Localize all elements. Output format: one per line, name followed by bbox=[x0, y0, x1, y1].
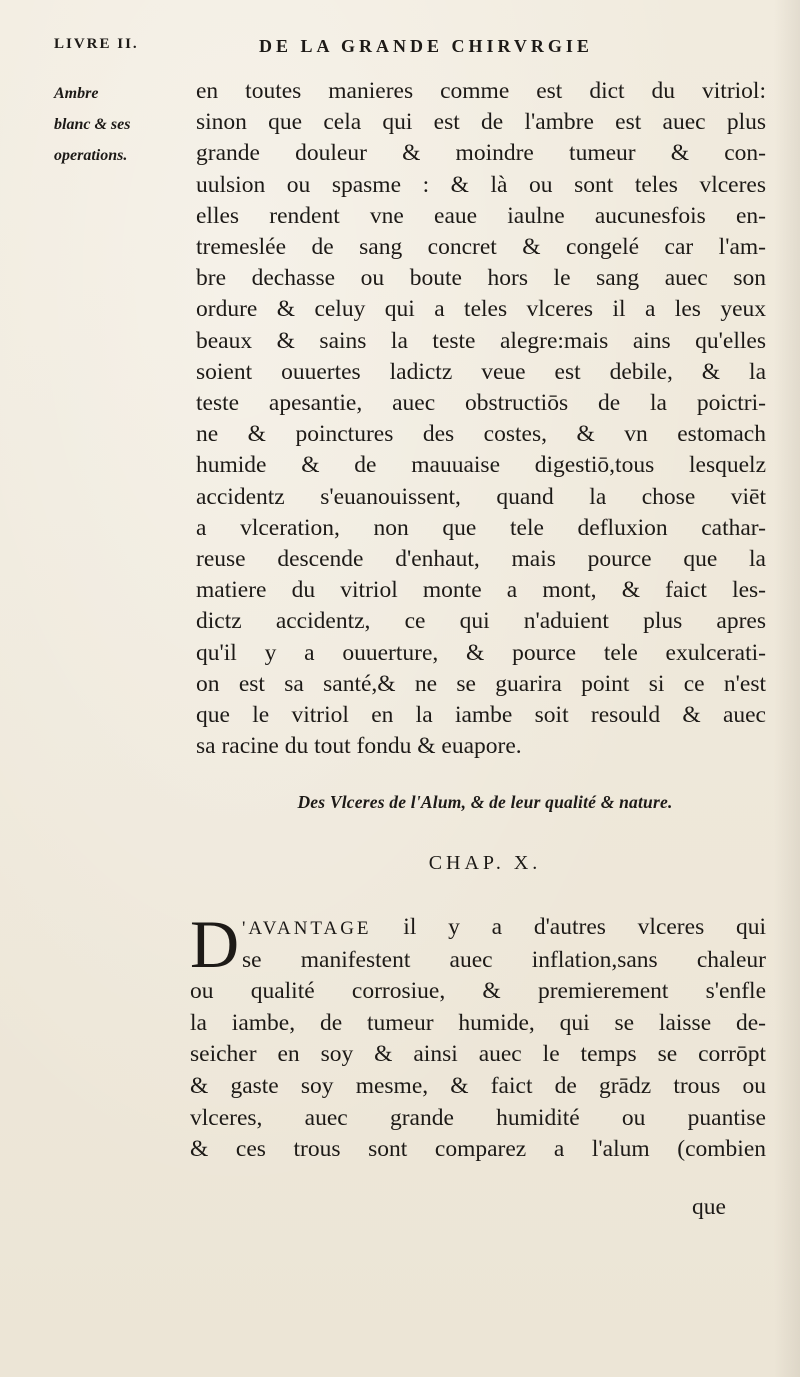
text-line: soient ouuertes ladictz veue est debile, & la bbox=[196, 358, 766, 385]
text-line: matiere du vitriol monte a mont, & faict les- bbox=[196, 577, 766, 604]
text-line: sa racine du tout fondu & euapore. bbox=[196, 733, 522, 760]
text-line: que le vitriol en la iambe soit resould & auec bbox=[196, 702, 766, 729]
margin-note bbox=[54, 78, 184, 171]
text-line: la iambe, de tumeur humide, qui se laisse de- bbox=[190, 1009, 766, 1036]
running-head-book-number: LIVRE II. bbox=[54, 36, 139, 52]
text-line: elles rendent vne eaue iaulne aucunesfois en- bbox=[196, 202, 766, 229]
text-line: a vlceration, non que tele defluxion cathar- bbox=[196, 514, 766, 541]
small-caps-word: 'AVANTAGE bbox=[242, 918, 372, 939]
text-line: grande douleur & moindre tumeur & con- bbox=[196, 140, 766, 167]
text-line: dictz accidentz, ce qui n'aduient plus apres bbox=[196, 608, 766, 635]
chapter-paragraph bbox=[190, 906, 766, 1166]
text-line: sinon que cela qui est de l'ambre est auec plus bbox=[196, 109, 766, 136]
text-line: ordure & celuy qui a teles vlceres il a les yeux bbox=[196, 296, 766, 323]
chapter-heading: Des Vlceres de l'Alum, & de leur qualité & nature. bbox=[297, 792, 673, 812]
text-line: ne & poinctures des costes, & vn estomach bbox=[196, 421, 766, 448]
text-line: ou qualité corrosiue, & premierement s'enfle bbox=[190, 978, 766, 1005]
text-line: & ces trous sont comparez a l'alum (combien bbox=[190, 1136, 766, 1163]
text-line: vlceres, auec grande humidité ou puantise bbox=[190, 1104, 766, 1131]
body-paragraph bbox=[196, 76, 766, 762]
text-line bbox=[190, 912, 766, 945]
text-line: tremeslée de sang concret & congelé car l'am- bbox=[196, 234, 766, 261]
running-head-title: DE LA GRANDE CHIRVRGIE bbox=[259, 36, 593, 56]
margin-note-line: Ambre bbox=[54, 85, 99, 102]
text-line: reuse descende d'enhaut, mais pource que la bbox=[196, 546, 766, 573]
chapter-number: CHAP. X. bbox=[428, 852, 542, 874]
text-line: uulsion ou spasme : & là ou sont teles vlceres bbox=[196, 171, 766, 198]
text-line: accidentz s'euanouissent, quand la chose viēt bbox=[196, 483, 766, 510]
text-run: il y a d'autres vlceres qui bbox=[371, 914, 766, 940]
catchword: que bbox=[692, 1194, 726, 1220]
text-line: qu'il y a ouuerture, & pource tele exulcerati- bbox=[196, 639, 766, 666]
text-line: teste apesantie, auec obstructiōs de la poictri- bbox=[196, 390, 766, 417]
text-line: en toutes manieres comme est dict du vitriol: bbox=[196, 78, 766, 104]
text-line: bre dechasse ou boute hors le sang auec son bbox=[196, 265, 766, 292]
text-line: beaux & sains la teste alegre:mais ains qu'elles bbox=[196, 327, 766, 354]
text-line: & gaste soy mesme, & faict de grādz trous ou bbox=[190, 1072, 766, 1099]
margin-note-line: operations. bbox=[54, 147, 128, 164]
page-edge-shadow bbox=[774, 0, 800, 1377]
margin-note-line: blanc & ses bbox=[54, 116, 131, 133]
running-head bbox=[54, 36, 694, 58]
text-line: on est sa santé,& ne se guarira point si ce n'est bbox=[196, 670, 766, 697]
text-line: se manifestent auec inflation,sans chaleur bbox=[242, 946, 766, 973]
text-line: seicher en soy & ainsi auec le temps se corrōpt bbox=[190, 1041, 766, 1068]
text-line: humide & de mauuaise digestiō,tous lesquelz bbox=[196, 452, 766, 479]
drop-cap: D bbox=[190, 906, 240, 982]
